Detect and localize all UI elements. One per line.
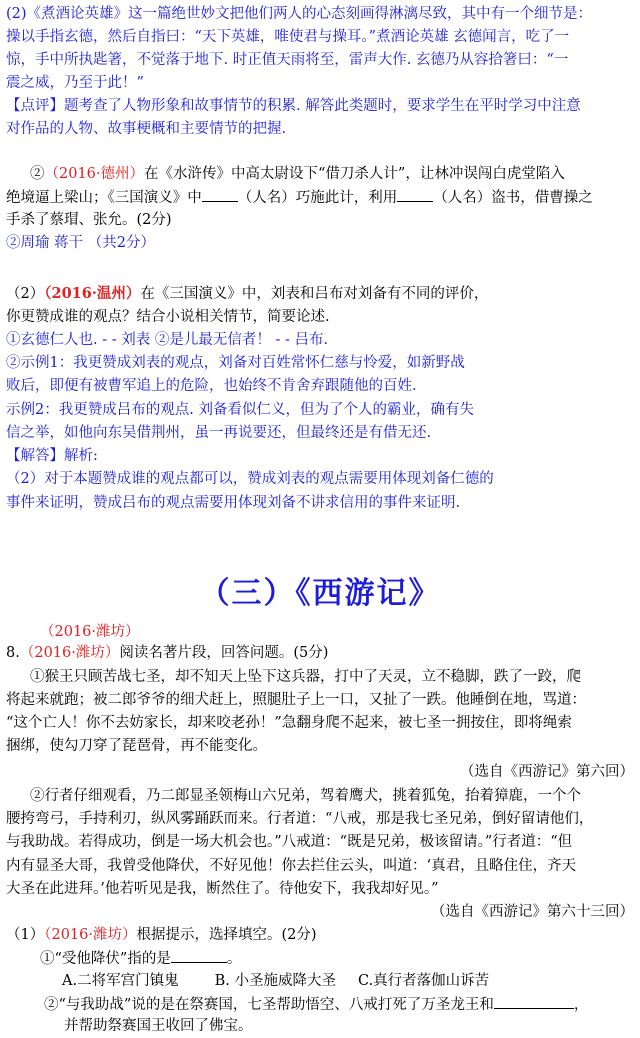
question-line [6,187,634,208]
item-number: （1） [6,927,45,943]
source-tag: （2016·德州） [44,166,145,182]
question-line [30,164,634,184]
passage-line: 大圣在此进拜。’他若听见是我，断然住了。待他安下，我我却好见。” [6,881,439,897]
text-line: 操以手指玄德，然后自指曰：“天下英雄，唯使君与操耳。”煮酒论英雄 玄德闻言，吃了一 [6,29,570,45]
passage-line: ②行者仔细观看，乃二郎显圣领梅山六兄弟，驾着鹰犬，挑着狐兔，抬着獐鹿，一个个 [30,788,581,804]
source-tag: （2016·潍坊） [40,624,140,640]
section-title: （三）《西游记》 [199,576,441,611]
question-text: （人名）巧施此计，利用 [237,190,398,206]
answer-line: ②周瑜 蒋干 （共2分） [6,235,155,251]
question-line [40,948,634,969]
question-line [6,284,634,304]
question-line: 你更赞成谁的观点？结合小说相关情节，简要论述. [6,309,330,325]
text-line: 震之威，乃至于此！” [6,75,144,91]
passage-line: 腰挎弯弓，手持利刃，纵风雾踊跃而来。行者道：“八戒，那是我七圣兄弟，倒好留请他们， [6,811,594,827]
answer-line: ②示例1：我更赞成刘表的观点，刘备对百姓常怀仁慈与怜爱，如新野战 [6,355,465,371]
question-text: 在《三国演义》中，刘表和吕布对刘备有不同的评价， [140,286,489,302]
answer-line: 事件来证明，赞成吕布的观点需要用体现刘备不讲求信用的事件来证明. [6,495,461,511]
question-line: 并帮助祭赛国王收回了佛宝。 [64,1018,253,1034]
text-span: 《煮酒论英雄》这一篇绝世妙文把他们两人的心态刻画得淋漓尽致，其中有一个细节是： [26,6,593,22]
question-line [6,643,634,663]
question-text: 阅读名著片段，回答问题。(5分) [119,645,329,661]
passage-line: 与我助战。若得成功，倒是一场大机会也。”八戒道：“既是兄弟，极该留请。”行者道：“但 [6,834,573,850]
question-text: 在《水浒传》中高太尉设下“借刀杀人计”，让林冲误闯白虎堂陷入 [144,166,565,182]
text-line [6,4,634,24]
question-line [44,994,634,1015]
passage-line: 捆绑，使勾刀穿了琵琶骨，再不能变化。 [6,738,267,754]
question-line: 手杀了蔡瑁、张允。(2分) [6,212,172,228]
item-number: (2) [6,6,27,22]
passage-source: （选自《西游记》第六回） [460,764,634,780]
text-line [6,96,634,116]
answer-line: （2）对于本题赞成谁的观点都可以，赞成刘表的观点需要用体现刘备仁德的 [6,471,494,487]
passage-source: （选自《西游记》第六十三回） [431,904,634,920]
question-text: ①“受他降伏”指的是 [40,951,171,967]
item-number: ② [30,166,45,182]
answer-line: ①玄德仁人也. - - 刘表 ②是儿最无信者！ - - 吕布. [6,332,329,348]
option-a: A.二将军宫门镇鬼 [62,973,179,989]
answer-blank[interactable] [202,187,238,202]
answer-blank[interactable] [397,187,433,202]
source-tag: （2016·潍坊） [19,645,120,661]
source-tag: （2016·温州） [44,285,141,302]
answer-blank[interactable] [171,948,227,963]
passage-line: “这个亡人！你不去妨家长，却来咬老孙！”急翻身爬不起来，被七圣一拥按住，即将绳索 [6,715,572,731]
answer-blank[interactable] [494,994,574,1009]
answer-line: 信之举，如他向东吴借荆州，虽一再说要还，但最终还是有借无还. [6,425,432,441]
answer-line: 【解答】解析: [6,448,98,464]
comment-tag: 【点评】 [6,98,64,114]
question-text: （人名）盗书，借曹操之 [433,190,593,206]
answer-line: 败后，即便有被曹军追上的危险，也始终不肯舍弃跟随他的百姓. [6,378,417,394]
text-span: 题考查了人物形象和故事情节的积累. 解答此类题时，要求学生在平时学习中注意 [64,98,581,114]
question-text: ， [573,997,589,1013]
item-number: （2） [6,286,45,302]
passage-line: 内有显圣大哥，我曾受他降伏，不好见他！你去拦住云头，叫道：‘真君，且略住住，齐天 [6,858,577,874]
question-text: 根据提示，选择填空。(2分) [136,927,317,943]
question-text: 。 [226,951,242,967]
text-line: 对作品的人物、故事梗概和主要情节的把握. [6,121,287,137]
option-b: B. 小圣施威降大圣 [214,973,336,989]
source-tag: （2016·潍坊） [44,927,137,943]
options-line [62,971,634,991]
passage-line: ①猴王只顾苦战七圣，却不知天上坠下这兵器，打中了天灵，立不稳脚，跌了一跤，爬 [30,669,581,685]
option-c: C.真行者落伽山诉苦 [357,973,490,989]
question-text: ②“与我助战”说的是在祭赛国，七圣帮助悟空、八戒打死了万圣龙王和 [44,997,494,1013]
answer-line: 示例2：我更赞成吕布的观点. 刘备看似仁义，但为了个人的霸业，确有失 [6,402,474,418]
question-text: 绝境逼上梁山；《三国演义》中 [6,190,202,206]
text-line: 惊，手中所执匙箸，不觉落于地下. 时正值天雨将至，雷声大作. 玄德乃从容拾箸曰：“一 [6,52,569,68]
item-number: 8. [6,645,20,661]
passage-line: 将起来就跑；被二郎爷爷的细犬赶上，照腿肚子上一口，又扯了一跌。他睡倒在地，骂道： [6,692,586,708]
question-line [6,925,634,945]
